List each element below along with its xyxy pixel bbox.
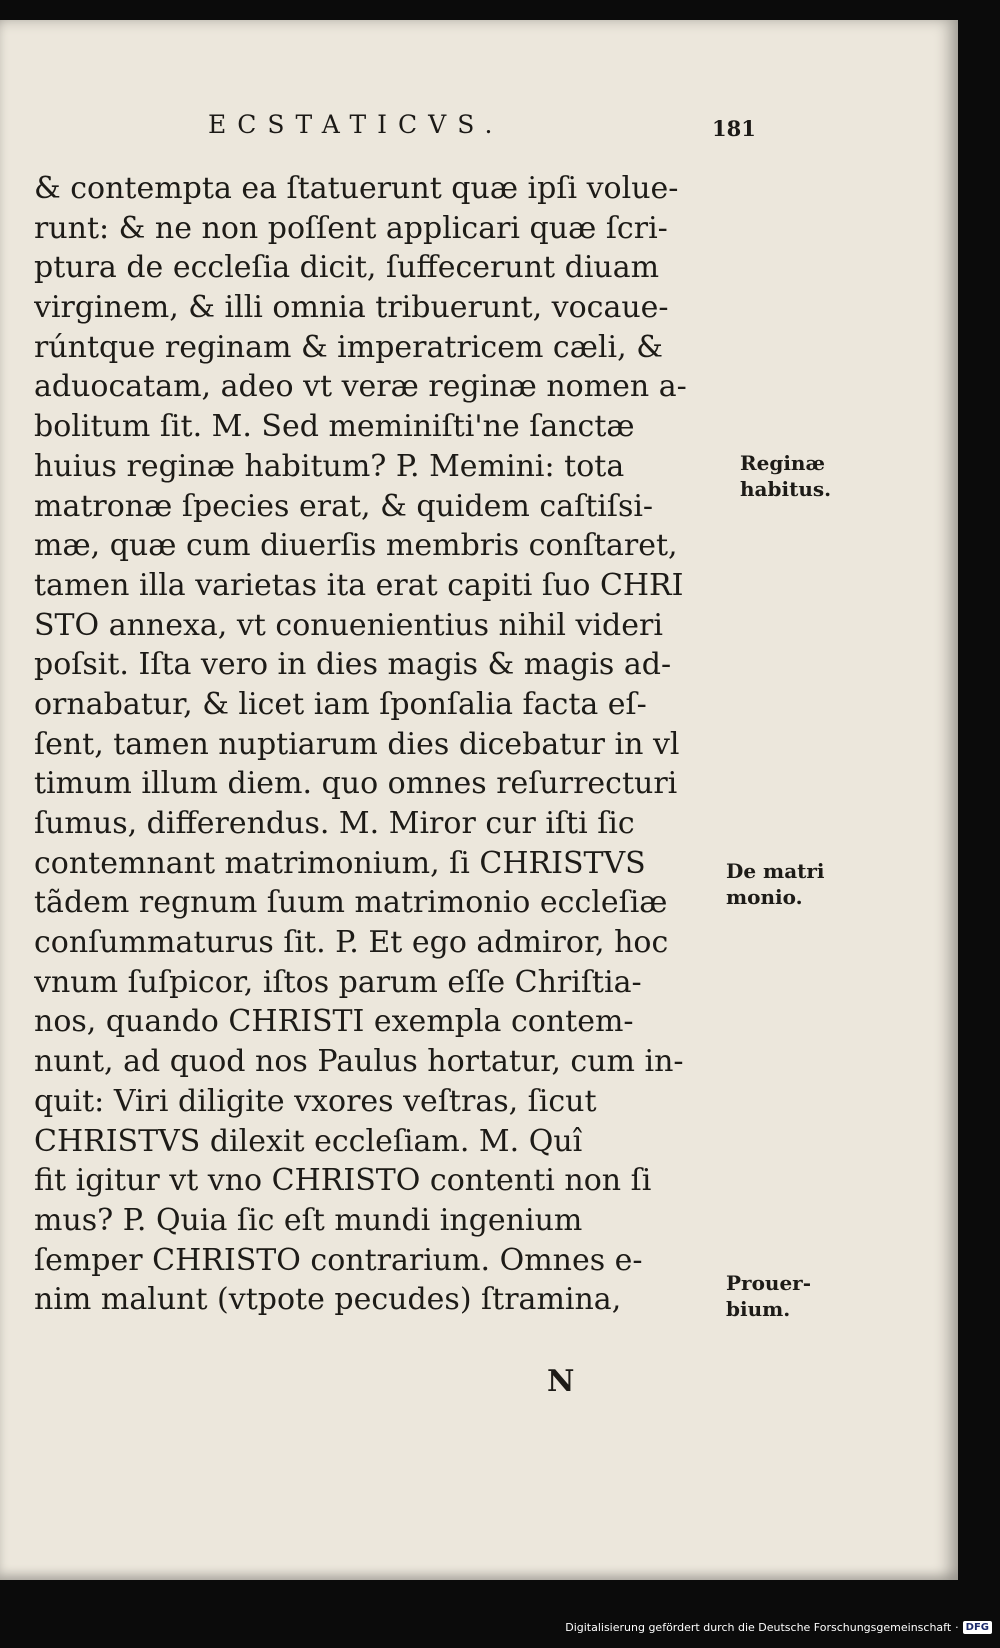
text-line: poſsit. Iſta vero in dies magis & magis ad- — [34, 647, 672, 683]
text-line: tãdem regnum ſuum matrimonio eccleſiæ — [34, 885, 668, 921]
text-line: matronæ ſpecies erat, & quidem caſtiſsi- — [34, 488, 654, 524]
running-head: ECSTATICVS. — [208, 110, 504, 139]
sidenote-de-matrimonio — [726, 858, 825, 910]
text-line: & contempta ea ſtatuerunt quæ ipſi volue- — [34, 171, 679, 206]
text-line: CHRISTVS dilexit eccleſiam. M. Quî — [34, 1123, 583, 1159]
text-line: aduocatam, adeo vt veræ reginæ nomen a- — [34, 369, 687, 405]
text-line: conſummaturus ſit. P. Et ego admiror, hoc — [34, 925, 669, 961]
sidenote-line: habitus. — [740, 477, 832, 501]
sidenote-reginae-habitus — [740, 450, 831, 502]
sidenote-line: Reginæ — [740, 451, 825, 475]
sidenote-line: De matri — [726, 859, 825, 883]
sidenote-line: bium. — [726, 1297, 791, 1321]
page-number: 181 — [712, 116, 756, 141]
text-line: virginem, & illi omnia tribuerunt, vocaue- — [34, 290, 669, 326]
text-line: ſent, tamen nuptiarum dies dicebatur in vl — [34, 726, 680, 762]
signature-mark: N — [547, 1364, 575, 1399]
text-line: ſumus, differendus. M. Miror cur iſti ſic — [34, 806, 635, 841]
body-text — [34, 169, 724, 1320]
text-line: tamen illa varietas ita erat capiti ſuo CHRI — [34, 567, 684, 603]
credit-text: Digitalisierung gefördert durch die Deutsche Forschungsgemeinschaft — [565, 1621, 952, 1634]
sidenote-prouerbium — [726, 1270, 811, 1322]
text-line: ornabatur, & licet iam ſponſalia facta eſ- — [34, 686, 647, 722]
dfg-logo: DFG — [963, 1621, 992, 1634]
text-line: runt: & ne non poſſent applicari quæ ſcri- — [34, 210, 668, 246]
text-line: huius reginæ habitum? P. Memini: tota — [34, 448, 625, 484]
text-line: ptura de eccleſia dicit, ſuffecerunt diuam — [34, 250, 660, 286]
text-line: mæ, quæ cum diuerſis membris conſtaret, — [34, 528, 678, 564]
text-line: nunt, ad quod nos Paulus hortatur, cum in- — [34, 1044, 684, 1080]
text-line: quit: Viri diligite vxores veſtras, ſicut — [34, 1083, 597, 1119]
book-page — [0, 20, 958, 1580]
text-line: nim malunt (vtpote pecudes) ſtramina, — [34, 1282, 622, 1318]
text-line: ſemper CHRISTO contrarium. Omnes e- — [34, 1242, 643, 1278]
sidenote-line: monio. — [726, 885, 803, 909]
text-line: rúntque reginam & imperatricem cæli, & — [34, 329, 663, 365]
text-line: fit igitur vt vno CHRISTO contenti non ſi — [34, 1163, 652, 1199]
sidenote-line: Prouer- — [726, 1271, 812, 1295]
text-line: bolitum ſit. M. Sed meminiſti'ne ſanctæ — [34, 409, 635, 445]
text-line: STO annexa, vt conuenientius nihil videri — [34, 607, 663, 643]
digitization-credit: Digitalisierung gefördert durch die Deutsche Forschungsgemeinschaft · DFG — [565, 1621, 992, 1634]
text-line: nos, quando CHRISTI exempla contem- — [34, 1004, 634, 1040]
text-line: timum illum diem. quo omnes reſurrecturi — [34, 766, 678, 802]
text-line: vnum ſuſpicor, iſtos parum eſſe Chriſtia- — [34, 964, 642, 1000]
text-line: mus? P. Quia ſic eſt mundi ingenium — [34, 1202, 583, 1238]
text-line: contemnant matrimonium, ſi CHRISTVS — [34, 845, 646, 881]
